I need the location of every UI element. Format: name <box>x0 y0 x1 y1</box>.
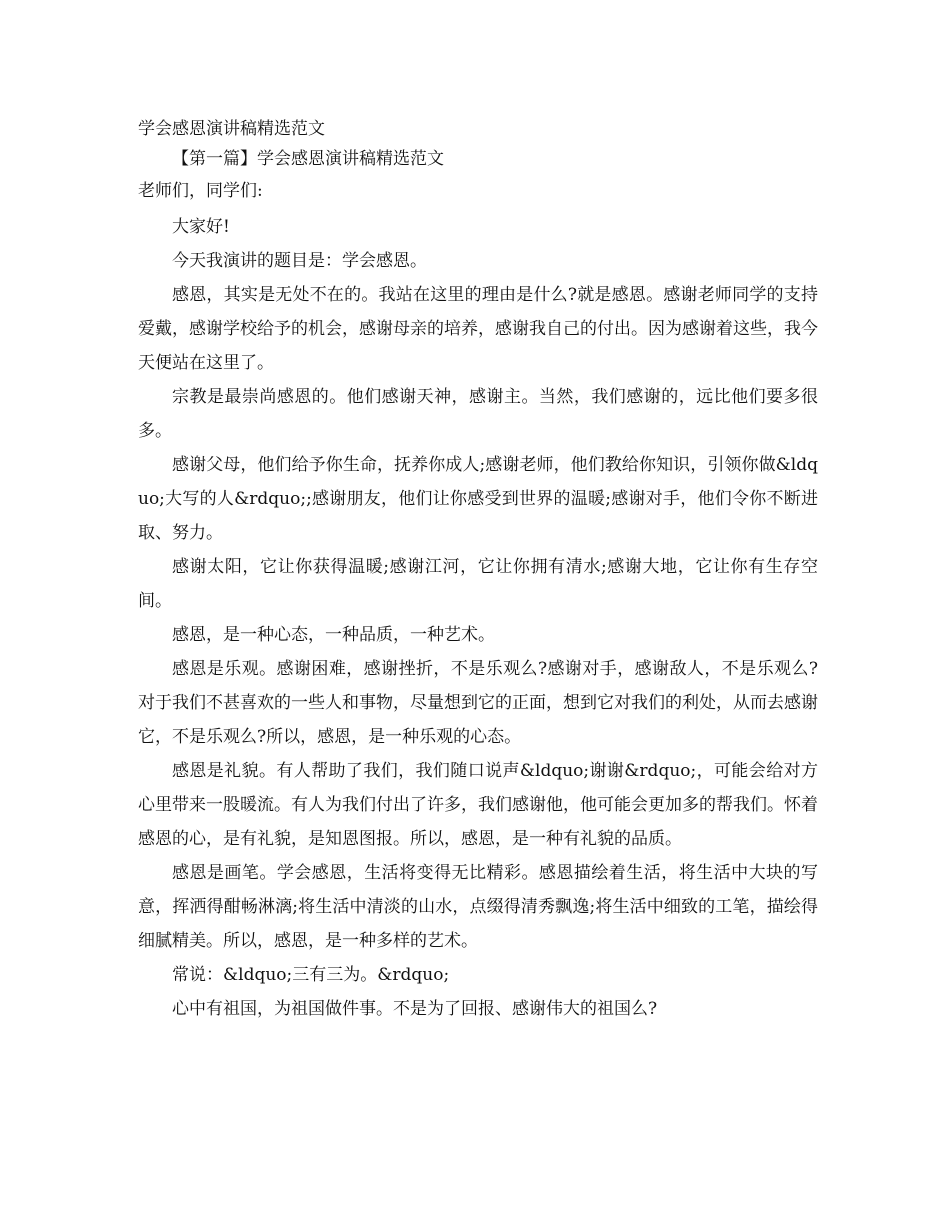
salutation: 老师们，同学们: <box>138 181 263 201</box>
document-page <box>138 116 818 1026</box>
paragraph: 常说：&ldquo;三有三为。&rdquo; <box>172 965 450 985</box>
paragraph: 感谢父母，他们给予你生命，抚养你成人;感谢老师，他们教给你知识，引领你做&ldquo;大写的人&rdquo;;感谢朋友，他们让你感受到世界的温暖;感谢对手，他们令你不断进取、努力。 <box>138 455 818 543</box>
paragraph: 感谢太阳，它让你获得温暖;感谢江河，它让你拥有清水;感谢大地，它让你有生存空间。 <box>138 557 818 611</box>
document-title: 学会感恩演讲稿精选范文 <box>138 119 325 139</box>
paragraph: 今天我演讲的题目是：学会感恩。 <box>172 251 427 271</box>
paragraph: 宗教是最崇尚感恩的。他们感谢天神，感谢主。当然，我们感谢的，远比他们要多很多。 <box>138 387 818 441</box>
paragraph: 感恩是画笔。学会感恩，生活将变得无比精彩。感恩描绘着生活，将生活中大块的写意，挥洒得酣畅淋漓;将生活中清淡的山水，点缀得清秀飘逸;将生活中细致的工笔，描绘得细腻精美。所以，感恩，是一种多样的艺术。 <box>138 863 818 951</box>
paragraph: 感恩，其实是无处不在的。我站在这里的理由是什么?就是感恩。感谢老师同学的支持爱戴，感谢学校给予的机会，感谢母亲的培养，感谢我自己的付出。因为感谢着这些，我今天便站在这里了。 <box>138 285 818 373</box>
paragraph: 感恩，是一种心态，一种品质，一种艺术。 <box>172 625 495 645</box>
section-title: 【第一篇】学会感恩演讲稿精选范文 <box>172 149 444 169</box>
paragraph: 感恩是乐观。感谢困难，感谢挫折，不是乐观么?感谢对手，感谢敌人，不是乐观么?对于我们不甚喜欢的一些人和事物，尽量想到它的正面，想到它对我们的利处，从而去感谢它，不是乐观么?所以，感恩，是一种乐观的心态。 <box>138 659 818 747</box>
paragraph: 大家好! <box>172 217 230 237</box>
paragraph: 心中有祖国，为祖国做件事。不是为了回报、感谢伟大的祖国么? <box>172 999 658 1019</box>
paragraph: 感恩是礼貌。有人帮助了我们，我们随口说声&ldquo;谢谢&rdquo;，可能会给对方心里带来一股暖流。有人为我们付出了许多，我们感谢他，他可能会更加多的帮我们。怀着感恩的心，是有礼貌，是知恩图报。所以，感恩，是一种有礼貌的品质。 <box>138 761 818 849</box>
